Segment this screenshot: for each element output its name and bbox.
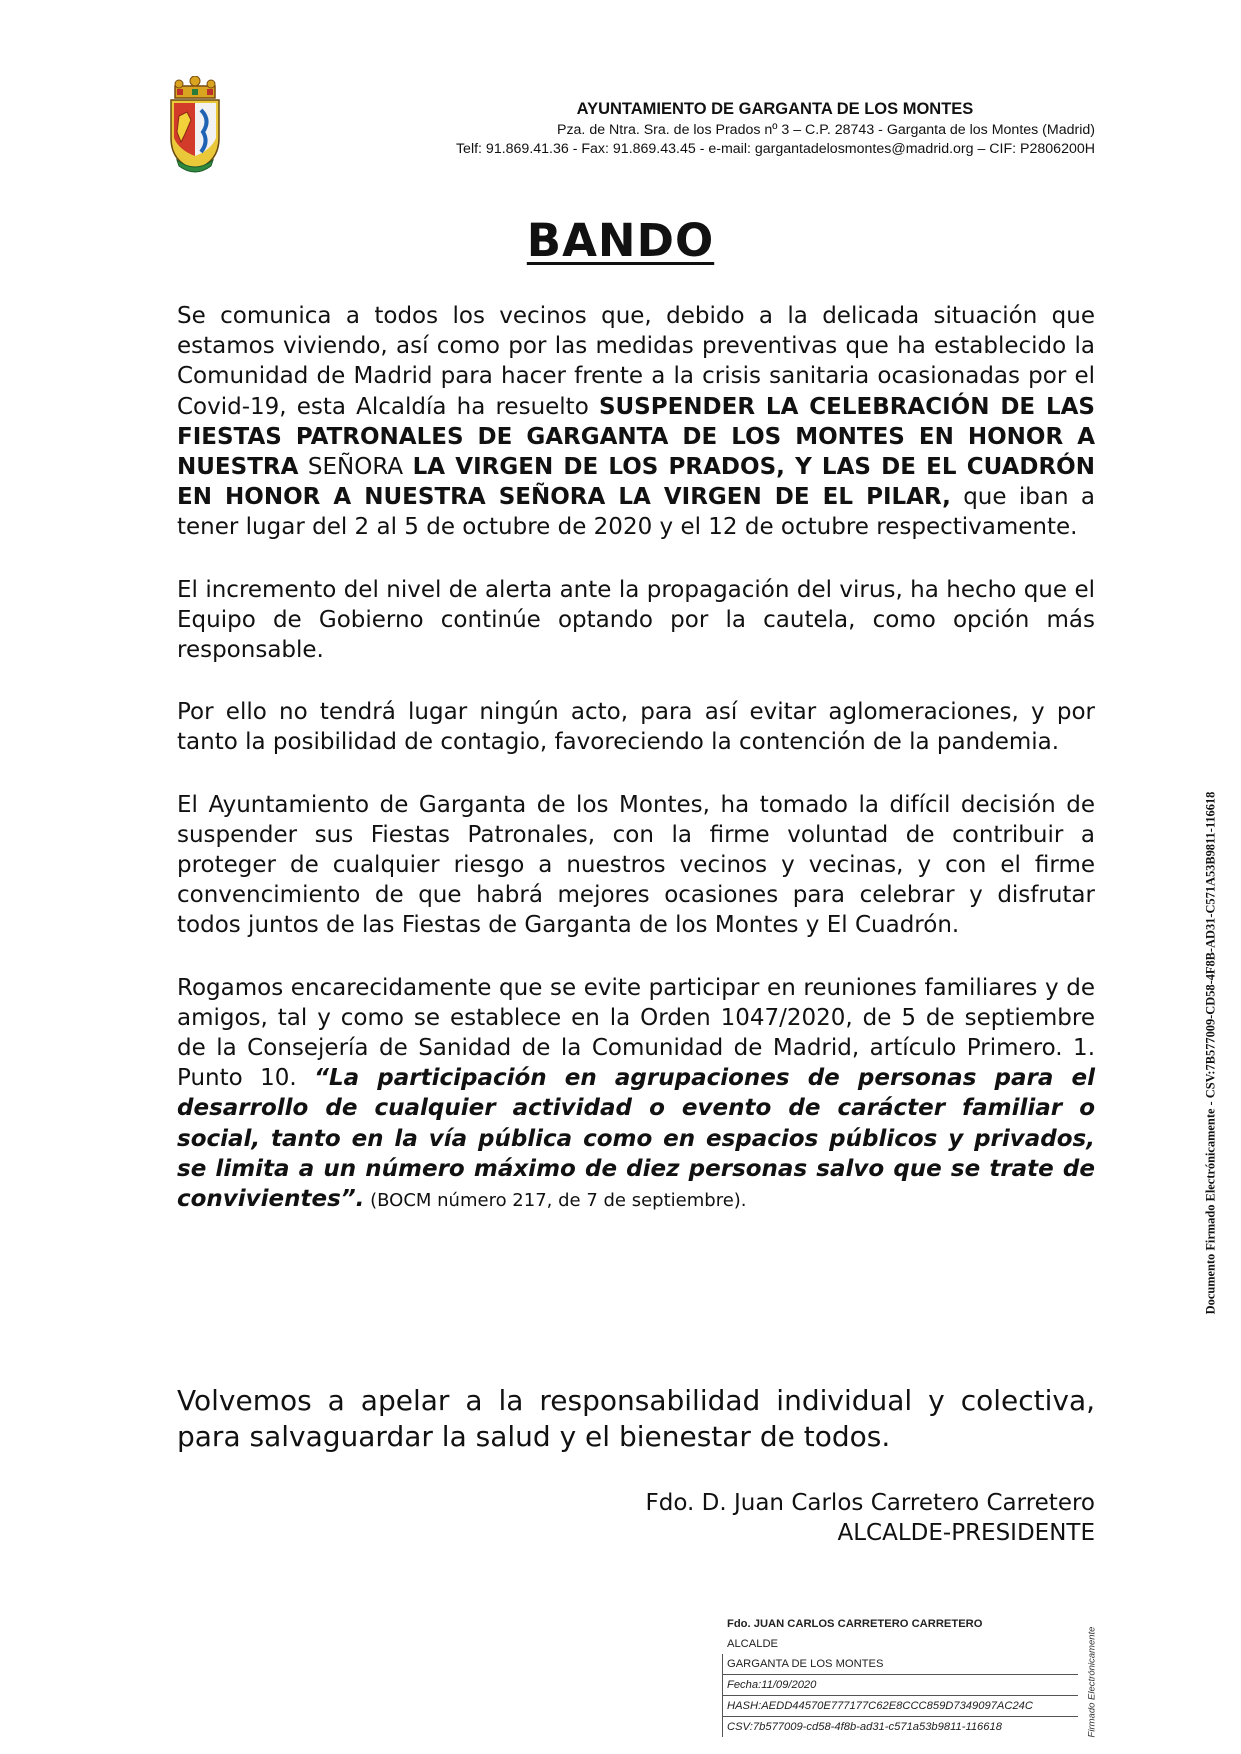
paragraph-1-bold-a: SUSPENDER LA CELEBRACIÓN DE LAS FIESTAS PATRONALES DE GARGANTA DE LOS MONTES EN HONOR A NUESTRA xyxy=(177,393,1095,481)
signer-name: Fdo. D. Juan Carlos Carretero Carretero xyxy=(645,1490,1095,1516)
paragraph-1-end: que iban a tener lugar del 2 al 5 de octubre de 2020 y el 12 de octubre respectivamente. xyxy=(177,484,1095,541)
document-title: BANDO xyxy=(526,214,715,267)
side-csv-text: Documento Firmado Electrónicamente - CSV:7B577009-CD58-4F8B-AD31-C571A53B9811-116618 xyxy=(1203,791,1218,1315)
esig-hash: HASH:AEDD44570E777177C62E8CCC859D7349097AC24C xyxy=(723,1696,1078,1717)
signer-role: ALCALDE-PRESIDENTE xyxy=(837,1520,1095,1546)
paragraph-1-bold-b: LA VIRGEN DE LOS PRADOS, Y LAS DE EL CUADRÓN EN HONOR A NUESTRA SEÑORA LA VIRGEN DE EL PILAR, xyxy=(177,454,1095,511)
organization-contact: Telf: 91.869.41.36 - Fax: 91.869.43.45 - e-mail: gargantadelosmontes@madrid.org – CIF: P2806200H xyxy=(455,141,1095,157)
esig-vertical-text: Firmado Electrónicamente xyxy=(1086,1626,1098,1738)
paragraph-2: El incremento del nivel de alerta ante la propagación del virus, ha hecho que el Equipo de Gobierno continúe optando por la cautela, como opción más responsable. xyxy=(177,576,1095,664)
esig-role: ALCALDE xyxy=(727,1638,778,1650)
paragraph-1-intro: Se comunica a todos los vecinos que, debido a la delicada situación que estamos viviendo, así como por las medidas preventivas que ha establecido la Comunidad de Madrid para hacer frente a la crisis sanitaria ocasionadas por el Covid-19, esta Alcaldía ha resuelto xyxy=(177,303,1095,420)
esig-signer: Fdo. JUAN CARLOS CARRETERO CARRETERO xyxy=(727,1618,983,1630)
paragraph-1-plain: SEÑORA xyxy=(298,454,413,481)
organization-name: AYUNTAMIENTO DE GARGANTA DE LOS MONTES xyxy=(576,100,974,118)
electronic-signature-box xyxy=(723,1614,1078,1737)
document-body xyxy=(177,301,1095,1248)
paragraph-1 xyxy=(177,301,1095,543)
esig-divider xyxy=(722,1654,723,1737)
paragraph-5-quote: “La participación en agrupaciones de personas para el desarrollo de cualquier actividad o evento de carácter familiar o social, tanto en la vía pública como en espacios públicos y privados, se limita a un número máximo de diez personas salvo que se trate de convivientes”. xyxy=(177,1065,1095,1213)
paragraph-5-intro: Rogamos encarecidamente que se evite participar en reuniones familiares y de amigos, tal y como se establece en la Orden 1047/2020, de 5 de septiembre de la Consejería de Sanidad de la Comunidad de Madrid, artículo Primero. 1. Punto 10. xyxy=(177,974,1095,1092)
closing-appeal: Volvemos a apelar a la responsabilidad individual y colectiva, para salvaguardar la salud y el bienestar de todos. xyxy=(177,1384,1095,1453)
letterhead xyxy=(165,76,1095,176)
paragraph-3: Por ello no tendrá lugar ningún acto, para así evitar aglomeraciones, y por tanto la posibilidad de contagio, favoreciendo la contención de la pandemia. xyxy=(177,699,1095,756)
paragraph-5 xyxy=(177,973,1095,1217)
organization-address: Pza. de Ntra. Sra. de los Prados nº 3 – C.P. 28743 - Garganta de los Montes (Madrid) xyxy=(556,122,1095,138)
signature-block xyxy=(646,1488,1095,1548)
esig-organization: GARGANTA DE LOS MONTES xyxy=(723,1654,1078,1675)
paragraph-5-citation: (BOCM número 217, de 7 de septiembre). xyxy=(364,1190,747,1212)
paragraph-4: El Ayuntamiento de Garganta de los Montes, ha tomado la difícil decisión de suspender sus Fiestas Patronales, con la firme voluntad de contribuir a proteger de cualquier riesgo a nuestros vecinos y vecinas, y con el firme convencimiento de que habrá mejores ocasiones para celebrar y disfrutar todos juntos de las Fiestas de Garganta de los Montes y El Cuadrón. xyxy=(177,791,1095,939)
esig-date: Fecha:11/09/2020 xyxy=(723,1675,1078,1696)
esig-csv: CSV:7b577009-cd58-4f8b-ad31-c571a53b9811-116618 xyxy=(727,1721,1002,1733)
municipal-coat-of-arms xyxy=(165,76,225,176)
letterhead-text xyxy=(235,100,1095,157)
